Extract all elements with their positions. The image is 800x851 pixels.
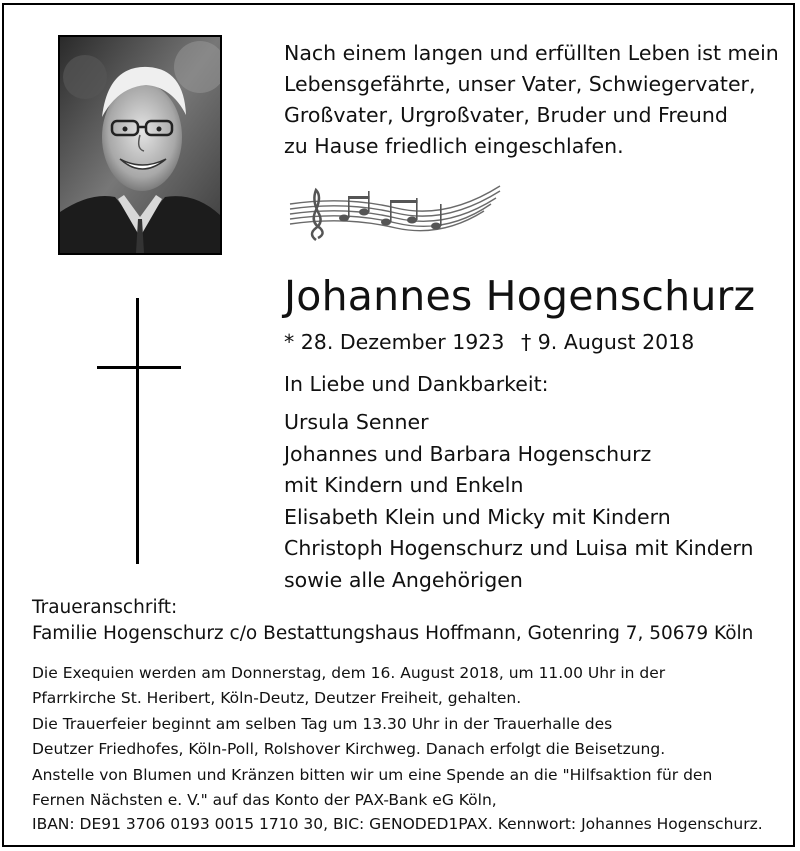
thanks-line: In Liebe und Dankbarkeit: xyxy=(284,372,549,396)
mourner-line: Ursula Senner xyxy=(284,410,429,434)
note-line: Deutzer Friedhofes, Köln-Poll, Rolshover Kirchweg. Danach erfolgt die Beisetzung. xyxy=(32,739,666,758)
mourner-line: Elisabeth Klein und Micky mit Kindern xyxy=(284,504,671,529)
death-date: † 9. August 2018 xyxy=(521,330,695,354)
deceased-name: Johannes Hogenschurz xyxy=(284,272,756,320)
note-line: IBAN: DE91 3706 0193 0015 1710 30, BIC: GENODED1PAX. Kennwort: Johannes Hogenschurz. xyxy=(32,815,763,833)
note-line: Die Exequien werden am Donnerstag, dem 16. August 2018, um 11.00 Uhr in der xyxy=(32,664,666,682)
intro-text xyxy=(284,38,779,162)
note-line: Die Trauerfeier beginnt am selben Tag um 13.30 Uhr in der Trauerhalle des xyxy=(32,715,613,733)
note-paragraph xyxy=(32,661,763,710)
mourner-line: mit Kindern und Enkeln xyxy=(284,473,524,497)
intro-line: Lebensgefährte, unser Vater, Schwiegervater, xyxy=(284,72,756,96)
note-paragraph xyxy=(32,763,763,837)
note-line: Anstelle von Blumen und Kränzen bitten wir um eine Spende an die "Hilfsaktion für den xyxy=(32,766,713,784)
service-notes xyxy=(32,661,763,837)
note-paragraph xyxy=(32,712,763,761)
cross-vertical-bar xyxy=(136,298,139,564)
portrait-photo xyxy=(58,35,222,255)
music-notes-icon xyxy=(286,182,504,246)
note-line: Fernen Nächsten e. V." auf das Konto der PAX-Bank eG Köln, xyxy=(32,790,497,809)
intro-line: zu Hause friedlich eingeschlafen. xyxy=(284,134,624,158)
note-line: Pfarrkirche St. Heribert, Köln-Deutz, Deutzer Freiheit, gehalten. xyxy=(32,688,522,707)
address-label: Traueranschrift: xyxy=(32,597,178,618)
mourners-list xyxy=(284,407,754,596)
mourner-line: sowie alle Angehörigen xyxy=(284,567,523,592)
mourning-address: Familie Hogenschurz c/o Bestattungshaus Hoffmann, Gotenring 7, 50679 Köln xyxy=(32,623,754,644)
birth-date: * 28. Dezember 1923 xyxy=(284,330,505,354)
mourner-line: Christoph Hogenschurz und Luisa mit Kindern xyxy=(284,536,754,560)
mourner-line: Johannes und Barbara Hogenschurz xyxy=(284,441,652,466)
cross-horizontal-bar xyxy=(97,366,181,369)
intro-line: Großvater, Urgroßvater, Bruder und Freund xyxy=(284,103,728,127)
intro-line: Nach einem langen und erfüllten Leben ist mein xyxy=(284,41,779,65)
